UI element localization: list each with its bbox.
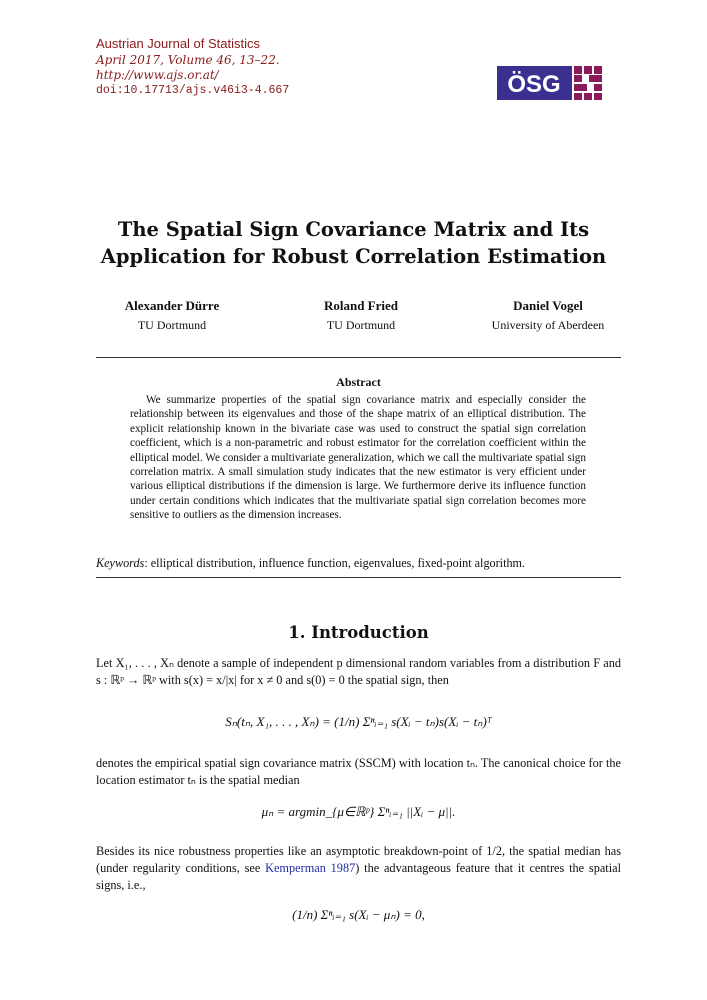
abstract-top-rule bbox=[96, 357, 621, 358]
author-name: Daniel Vogel bbox=[513, 298, 583, 313]
p3-text-before: Besides its nice robustness properties like an asymptotic breakdown-point of 1/2, the spatial median has (under regularity conditions, see bbox=[96, 844, 621, 876]
author-list bbox=[96, 298, 622, 333]
article-doi[interactable]: doi:10.17713/ajs.v46i3-4.667 bbox=[96, 84, 290, 97]
title-line-1: The Spatial Sign Covariance Matrix and Its bbox=[117, 218, 590, 241]
equation-spatial-median: μₙ = argmin_{μ∈ℝᵖ} Σⁿᵢ₌₁ ||Xᵢ − μ||. bbox=[261, 804, 456, 819]
author-name: Alexander Dürre bbox=[124, 298, 220, 313]
equation-centering: (1/n) Σⁿᵢ₌₁ s(Xᵢ − μₙ) = 0, bbox=[292, 907, 425, 922]
logo-text: ÖSG bbox=[507, 71, 561, 98]
logo-grid bbox=[574, 66, 602, 100]
journal-name[interactable]: Austrian Journal of Statistics bbox=[96, 36, 261, 51]
citation-link[interactable]: Kemperman 1987 bbox=[265, 861, 356, 876]
keywords-text: : elliptical distribution, influence function, eigenvalues, fixed-point algorithm. bbox=[144, 556, 526, 570]
journal-issue: April 2017, Volume 46, 13–22. bbox=[96, 53, 280, 67]
keywords-label: Keywords bbox=[96, 556, 145, 570]
author-affiliation: TU Dortmund bbox=[137, 318, 207, 332]
abstract-bottom-rule bbox=[96, 577, 621, 578]
intro-paragraph-2: denotes the empirical spatial sign covariance matrix (SSCM) with location tₙ. The canonical choice for the location estimator tₙ is the spatial median bbox=[96, 756, 621, 788]
abstract-text: We summarize properties of the spatial sign covariance matrix and especially consider the relationship between its eigenvalues and those of the shape matrix of an elliptical distribution. The explicit relationship known in the bivariate case was used to construct the spatial sign correlation coefficient, which is a non-parametric and robust estimator for the correlation coefficient within the elliptical model. We consider a multivariate generalization, which we call the multivariate spatial sign correlation matrix. A small simulation study indicates that the new estimator is very efficient under various elliptical distributions if the dimension is large. We furthermore derive its influence function under certain conditions which indicates that the multivariate spatial sign correlation becomes more sensitive to outliers as the dimension increases. bbox=[130, 394, 586, 522]
author-1 bbox=[96, 298, 248, 333]
author-affiliation: University of Aberdeen bbox=[491, 318, 605, 332]
osg-logo bbox=[497, 66, 602, 100]
section-heading: 1. Introduction bbox=[288, 623, 429, 642]
author-3 bbox=[474, 298, 622, 333]
paper-title bbox=[80, 216, 627, 270]
journal-url[interactable]: http://www.ajs.or.at/ bbox=[96, 68, 219, 82]
abstract-heading: Abstract bbox=[336, 375, 381, 389]
keywords bbox=[96, 556, 621, 571]
author-name: Roland Fried bbox=[323, 298, 399, 313]
title-line-2: Application for Robust Correlation Estimation bbox=[100, 245, 607, 268]
author-2 bbox=[248, 298, 474, 333]
intro-paragraph-3 bbox=[96, 843, 621, 895]
p3-text-after: ) the advantageous feature that it centres the spatial signs, i.e., bbox=[96, 861, 622, 893]
intro-paragraph-1: Let X₁, . . . , Xₙ denote a sample of independent p dimensional random variables from a distribution F and s : ℝᵖ → ℝᵖ with s(x) = x/|x| for x ≠ 0 and s(0) = 0 the spatial sign, then bbox=[96, 656, 621, 688]
equation-sscm: Sₙ(tₙ, X₁, . . . , Xₙ) = (1/n) Σⁿᵢ₌₁ s(Xᵢ − tₙ)s(Xᵢ − tₙ)ᵀ bbox=[225, 714, 492, 729]
author-affiliation: TU Dortmund bbox=[326, 318, 396, 332]
